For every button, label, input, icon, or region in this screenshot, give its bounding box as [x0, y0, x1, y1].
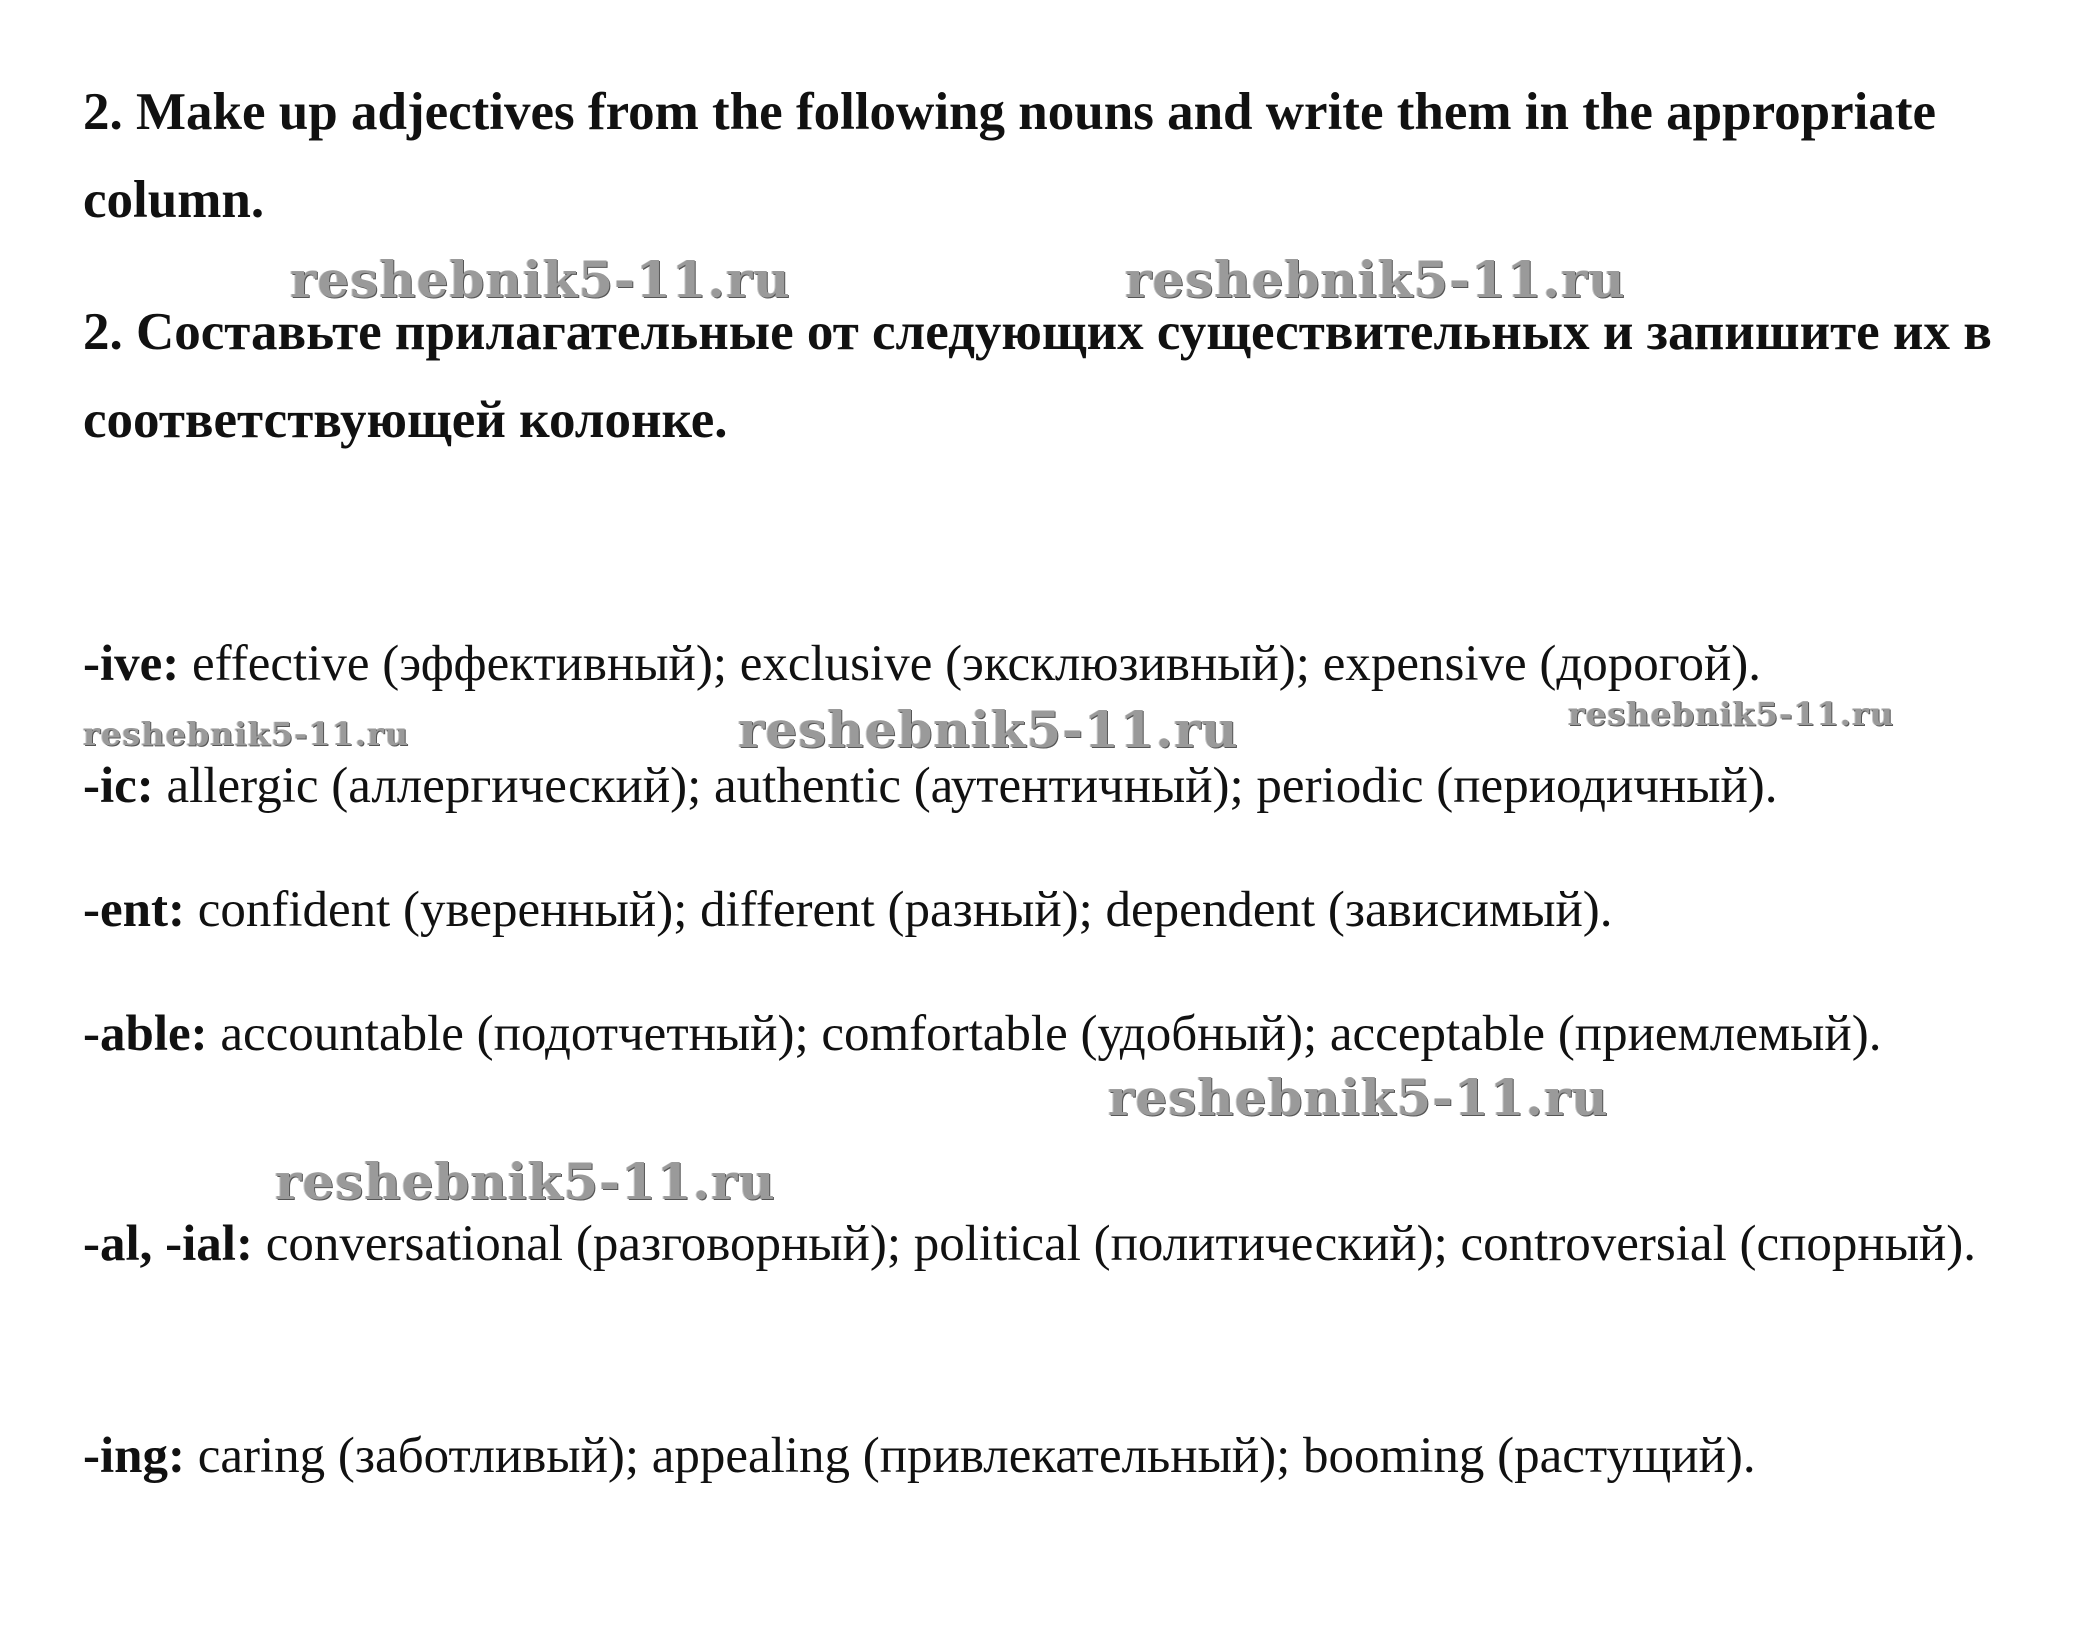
- answer-row-able: [83, 990, 2043, 1078]
- answer-row-al-ial: [83, 1200, 2043, 1288]
- suffix-label: -al, -ial:: [83, 1216, 253, 1272]
- answer-text: caring (заботливый); appealing (привлекательный); booming (растущий).: [197, 1428, 1756, 1484]
- watermark: reshebnik5-11.ru: [738, 700, 1239, 759]
- watermark: reshebnik5-11.ru: [1568, 695, 1895, 733]
- watermark: reshebnik5-11.ru: [1108, 1068, 1609, 1127]
- answer-text: allergic (аллергический); authentic (аутентичный); periodic (периодичный).: [166, 758, 1778, 814]
- suffix-label: -able:: [83, 1006, 208, 1062]
- answer-text: conversational (разговорный); political (политический); controversial (спорный).: [265, 1216, 1976, 1272]
- answer-text: accountable (подотчетный); comfortable (удобный); acceptable (приемлемый).: [220, 1006, 1882, 1062]
- watermark: reshebnik5-11.ru: [1125, 250, 1626, 309]
- suffix-label: -ing:: [83, 1428, 185, 1484]
- answer-row-ic: [83, 742, 2043, 830]
- watermark: reshebnik5-11.ru: [83, 715, 410, 753]
- watermark: reshebnik5-11.ru: [290, 250, 791, 309]
- answer-row-ing: [83, 1412, 2043, 1500]
- heading-russian: 2. Составьте прилагательные от следующих существительных и запишите их в соответствующей колонке.: [83, 303, 1992, 449]
- heading-english: 2. Make up adjectives from the following nouns and write them in the appropriate column.: [83, 83, 1937, 229]
- answer-text: effective (эффективный); exclusive (эксклюзивный); expensive (дорогой).: [192, 636, 1761, 692]
- answer-row-ive: [83, 620, 2043, 708]
- suffix-label: -ic:: [83, 758, 154, 814]
- suffix-label: -ive:: [83, 636, 180, 692]
- suffix-label: -ent:: [83, 882, 185, 938]
- watermark: reshebnik5-11.ru: [275, 1152, 776, 1211]
- answer-text: confident (уверенный); different (разный); dependent (зависимый).: [197, 882, 1613, 938]
- answer-row-ent: [83, 866, 2043, 954]
